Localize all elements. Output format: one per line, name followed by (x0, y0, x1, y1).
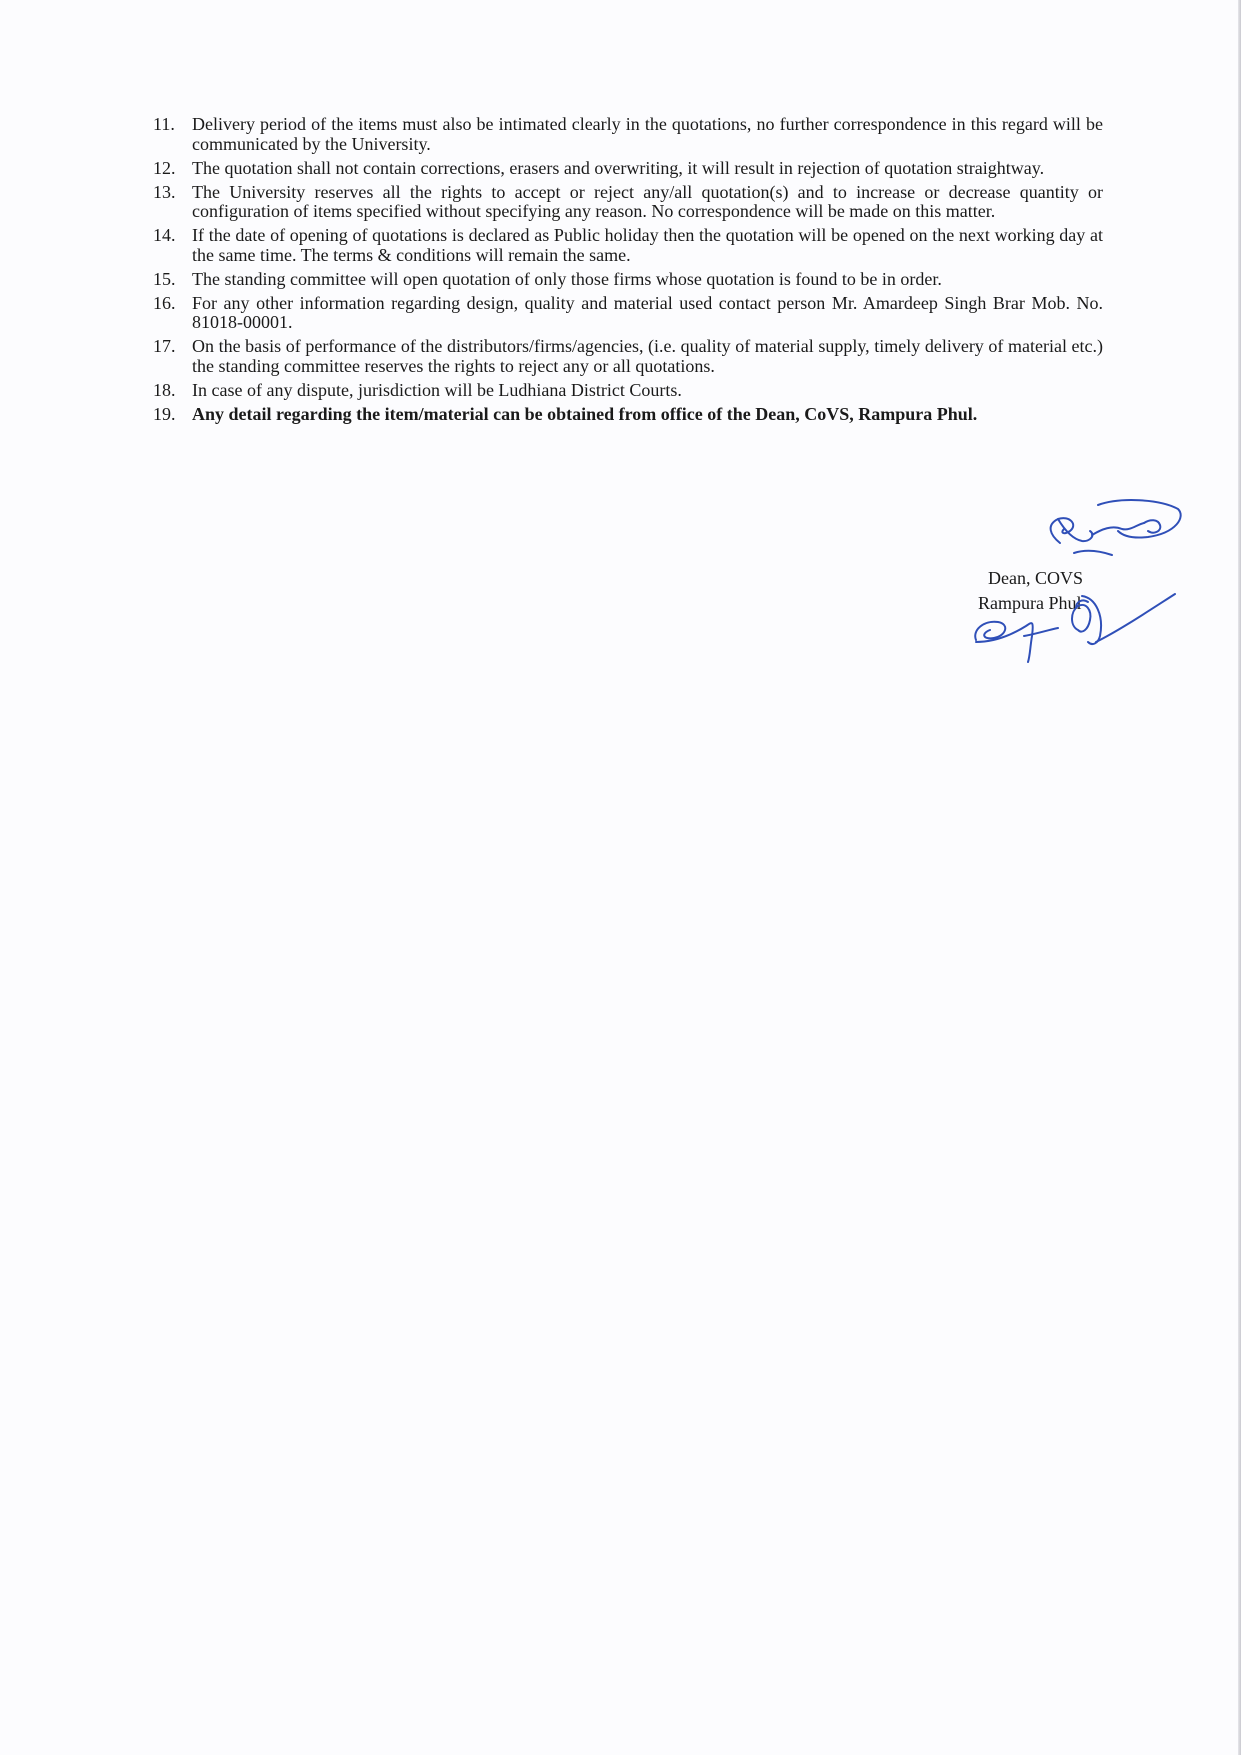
term-text: The quotation shall not contain corrections, erasers and overwriting, it will result in rejection of quotation straightway. (192, 157, 1045, 178)
term-item (153, 183, 1103, 222)
signature-bottom-icon (970, 590, 1180, 665)
signature-top-icon (1030, 495, 1185, 565)
term-item (153, 381, 1103, 401)
term-text: On the basis of performance of the distributors/firms/agencies, (i.e. quality of material supply, timely delivery of material etc.) the standing committee reserves the rights to reject any or all quotations. (192, 336, 1103, 376)
term-text: Any detail regarding the item/material can be obtained from office of the Dean, CoVS, Rampura Phul. (192, 403, 978, 424)
signoff-designation: Dean, COVS (988, 568, 1083, 588)
term-item (153, 270, 1103, 290)
term-text: The University reserves all the rights to accept or reject any/all quotation(s) and to increase or decrease quantity or configuration of items specified without specifying any reason. No correspondence will be made on this matter. (192, 181, 1103, 221)
term-text: If the date of opening of quotations is declared as Public holiday then the quotation will be opened on the next working day at the same time. The terms & conditions will remain the same. (192, 225, 1103, 265)
term-number: 12. (153, 157, 176, 178)
term-item (153, 226, 1103, 265)
term-number: 18. (153, 379, 176, 400)
term-item (153, 337, 1103, 376)
term-number: 13. (153, 181, 176, 202)
term-number: 11. (153, 114, 175, 134)
term-number: 19. (153, 403, 176, 424)
term-text: In case of any dispute, jurisdiction will be Ludhiana District Courts. (192, 379, 682, 400)
term-text: Delivery period of the items must also be intimated clearly in the quotations, no further correspondence in this regard will be communicated by the University. (192, 114, 1103, 154)
signoff-location: Rampura Phul (978, 593, 1082, 613)
term-item (153, 294, 1103, 333)
term-item (153, 159, 1103, 179)
term-text: The standing committee will open quotation of only those firms whose quotation is found to be in order. (192, 268, 942, 289)
term-number: 17. (153, 336, 176, 356)
term-number: 14. (153, 225, 176, 245)
terms-list (153, 115, 1103, 429)
term-text: For any other information regarding design, quality and material used contact person Mr. Amardeep Singh Brar Mob. No. 81018-00001. (192, 292, 1103, 332)
term-number: 16. (153, 292, 176, 313)
term-item (153, 405, 1103, 425)
term-item (153, 115, 1103, 154)
term-number: 15. (153, 268, 176, 289)
